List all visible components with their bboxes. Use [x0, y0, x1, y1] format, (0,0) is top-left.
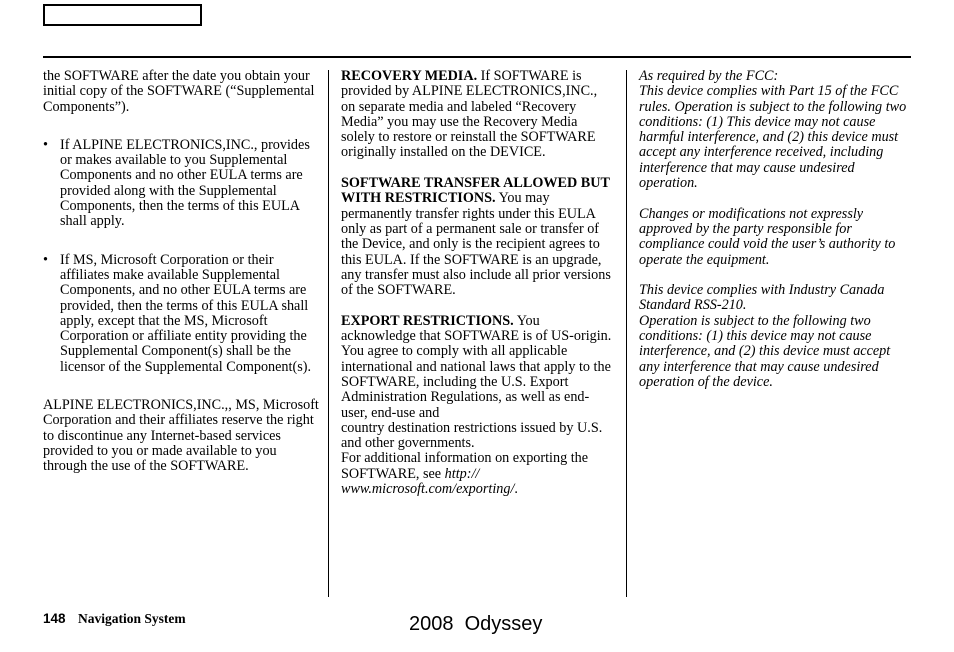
transfer-heading: SOFTWARE TRANSFER ALLOWED BUT WITH RESTRICTIONS.	[341, 175, 610, 207]
header-tab-box	[43, 4, 202, 26]
column-3	[639, 69, 911, 390]
export-url-period: .	[514, 481, 518, 498]
internet-services-paragraph: ALPINE ELECTRONICS,INC.,, MS, Microsoft Corporation and their affiliates reserve the right to discontinue any Internet-based services provided to you or made available to you through the use of the SOFTWARE.	[43, 397, 319, 475]
export-heading: EXPORT RESTRICTIONS.	[341, 312, 514, 329]
footer-model-year: 2008 Odyssey	[409, 613, 543, 635]
fcc-heading: As required by the FCC:	[639, 68, 779, 84]
bullet-icon: •	[43, 136, 48, 153]
recovery-media-text: If SOFTWARE is provided by ALPINE ELECTRONICS,INC., on separate media and labeled “Recovery Media” you may use the Recovery Media solely to restore or reinstall the SOFTWARE originally installed on the DEVICE.	[341, 68, 598, 161]
top-rule	[43, 56, 911, 58]
column-2	[341, 69, 613, 497]
export-text: You acknowledge that SOFTWARE is of US-origin. You agree to comply with all applicable international and national laws that apply to the SOFTWARE, including the U.S. Export Administration Regulations, as well as end-user, end-use and	[341, 312, 612, 421]
column-divider-1	[328, 70, 329, 597]
industry-canada-conditions: Operation is subject to the following two conditions: (1) this device may not cause interference, and (2) this device must accept any interference that may cause undesired operation of the device.	[639, 312, 891, 390]
bullet-ms-text: If MS, Microsoft Corporation or their affiliates make available Supplemental Components, and no other EULA terms are provided, then the terms of this EULA shall apply, except that the MS, Microsoft Corporation or affiliate entity providing the Supplemental Component(s) shall be the licensor of the Supplemental Component(s).	[60, 251, 311, 375]
export-url: http:// www.microsoft.com/exporting/	[341, 465, 515, 498]
transfer-text: You may permanently transfer rights under this EULA only as part of a permanent sale or transfer of the Device, and only is the recipient agrees to this EULA. If the SOFTWARE is an upgrade, any transfer must also include all prior versions of the SOFTWARE.	[341, 190, 611, 299]
export-paragraph	[341, 314, 613, 421]
recovery-media-paragraph	[341, 69, 613, 161]
export-paragraph-cont: country destination restrictions issued by U.S. and other governments.	[341, 419, 603, 452]
recovery-media-heading: RECOVERY MEDIA.	[341, 68, 478, 84]
fcc-statement: This device complies with Part 15 of the FCC rules. Operation is subject to the following two conditions: (1) This device may not cause harmful interference, and (2) this device must accept any interference received, including interference that may cause undesired operation.	[639, 83, 907, 192]
bullet-ms	[43, 253, 319, 375]
supplemental-intro: the SOFTWARE after the date you obtain your initial copy of the SOFTWARE (“Supplemental Components”).	[43, 68, 315, 115]
bullet-alpine-text: If ALPINE ELECTRONICS,INC., provides or makes available to you Supplemental Components and no other EULA terms are provided along with the Supplemental Components, then the terms of this EULA shall apply.	[60, 136, 310, 230]
column-1	[43, 69, 319, 475]
page-number: 148	[43, 611, 66, 626]
modifications-statement: Changes or modifications not expressly approved by the party responsible for compliance could void the user’s authority to operate the equipment.	[639, 205, 896, 268]
footer-section-title: Navigation System	[78, 611, 186, 626]
column-divider-2	[626, 70, 627, 597]
bullet-icon: •	[43, 251, 48, 268]
industry-canada-statement: This device complies with Industry Canada Standard RSS-210.	[639, 282, 885, 314]
transfer-paragraph	[341, 176, 613, 298]
bullet-alpine	[43, 138, 319, 230]
export-info-text: For additional information on exporting the SOFTWARE, see	[341, 450, 589, 482]
export-info-paragraph	[341, 451, 613, 497]
